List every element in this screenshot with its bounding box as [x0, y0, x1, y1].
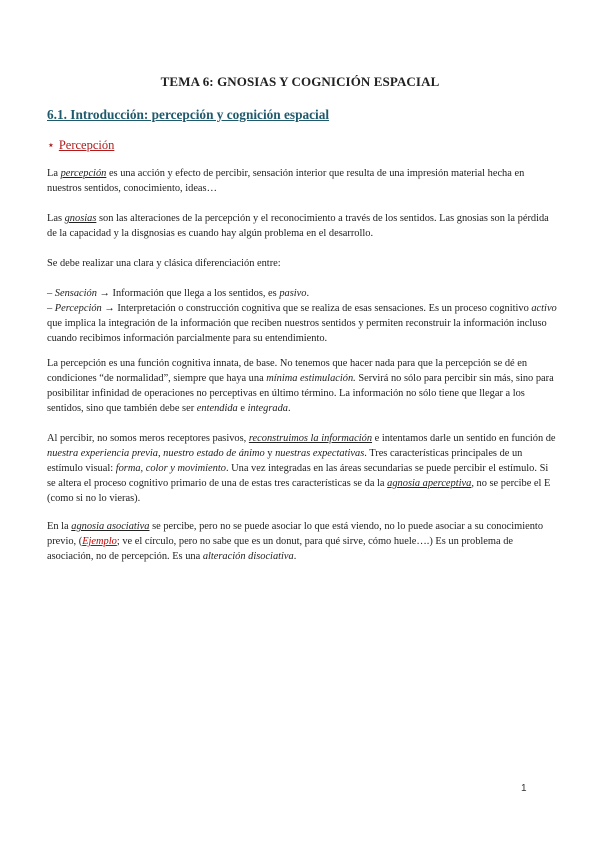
list-item-sensacion: – Sensación → Información que llega a los sentidos, es pasivo. — [47, 288, 310, 299]
subsection-heading — [47, 137, 114, 153]
subsection-label: Percepción — [58, 138, 115, 152]
paragraph-gnosias-definition: Las gnosias son las alteraciones de la percepción y el reconocimiento a través de los sentidos. Las gnosias son la pérdida de la capacidad y la disgnosias es cuando hay algún problema en el desarrollo. — [47, 213, 549, 239]
term-agnosia-aperceptiva: agnosia aperceptiva — [387, 478, 472, 489]
document-title: TEMA 6: GNOSIAS Y COGNICIÓN ESPACIAL — [160, 74, 440, 89]
list-item-percepcion: – Percepción → Interpretación o construcción cognitiva que se realiza de esas sensaciones. Es un proceso cognitivo activo que implica la integración de la información que reciben nuestros sentidos y permiten reconstruir la información incluso cuando recibimos información parcialmente para su entendimiento. — [47, 303, 557, 344]
page-number: 1 — [521, 783, 527, 794]
term-percepcion: percepción — [60, 168, 107, 179]
paragraph-diferenciacion: Se debe realizar una clara y clásica diferenciación entre: — [47, 258, 281, 269]
paragraph-percepcion-definition: La percepción es una acción y efecto de percibir, sensación interior que resulta de una impresión material hecha en nuestros sentidos, conocimiento, ideas… — [47, 168, 525, 194]
star-icon: ⋆ — [47, 138, 55, 152]
term-ejemplo: Ejemplo — [82, 536, 117, 547]
section-heading: 6.1. Introducción: percepción y cognición espacial — [47, 107, 330, 122]
paragraph-al-percibir: Al percibir, no somos meros receptores pasivos, reconstruimos la información e intentamos darle un sentido en función de nuestra experiencia previa, nuestro estado de ánimo y nuestras expectativas. Tres características principales de un estímulo visual: forma, color y movimiento. Una vez integradas en las áreas secundarias se puede percibir el estímulo. Si se altera el proceso cognitivo primario de una de estas tres características se da la agnosia aperceptiva, no se percibe el E (como si no lo vieras). — [47, 433, 556, 504]
list-sensacion-percepcion — [47, 286, 557, 346]
paragraph-agnosia-asociativa: En la agnosia asociativa se percibe, pero no se puede asociar lo que está viendo, no lo puede asociar a su conocimiento previo, (Ejemplo; ve el círculo, pero no sabe que es un donut, para qué sirve, cómo huele….) Es un problema de asociación, no de percepción. Es una alteración disociativa. — [47, 521, 544, 562]
term-reconstruimos: reconstruimos la información — [248, 433, 373, 444]
term-gnosias: gnosias — [64, 213, 97, 224]
paragraph-funcion-cognitiva: La percepción es una función cognitiva innata, de base. No tenemos que hacer nada para que la percepción se dé en condiciones “de normalidad”, siempre que haya una mínima estimulación. Servirá no sólo para percibir sin más, sino para posibilitar infinidad de operaciones no perceptivas en último término. La información no sólo tiene que llegar a los sentidos, sino que también debe ser entendida e integrada. — [47, 358, 554, 414]
term-agnosia-asociativa: agnosia asociativa — [71, 521, 150, 532]
